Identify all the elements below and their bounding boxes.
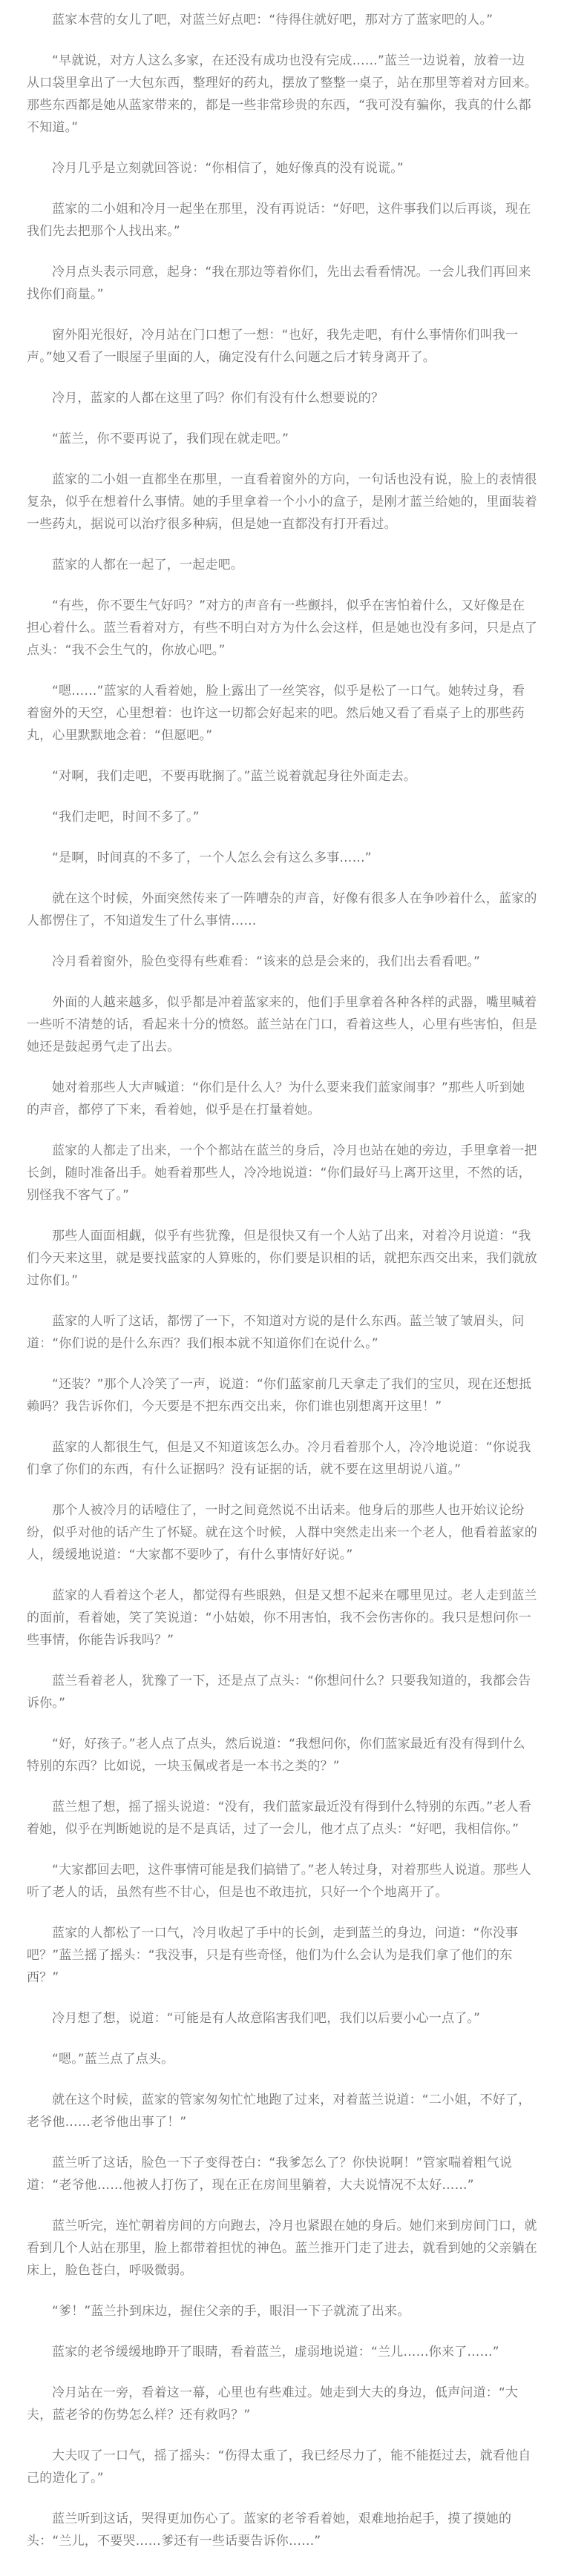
article-paragraph: 蓝兰看着老人，犹豫了一下，还是点了点头：“你想问什么？只要我知道的，我都会告诉你。” xyxy=(27,1674,531,1711)
article-paragraph: 那个人被冷月的话噎住了，一时之间竟然说不出话来。他身后的那些人也开始议论纷纷，似乎对他的话产生了怀疑。就在这个时候，人群中突然走出来一个老人，他看着蓝家的人，缓缓地说道：“大家都不要吵了，有什么事情好好说。” xyxy=(27,1503,537,1562)
article-paragraph: 蓝家的人看着这个老人，都觉得有些眼熟，但是又想不起来在哪里见过。老人走到蓝兰的面前，看着她，笑了笑说道：“小姑娘，你不用害怕，我不会伤害你的。我只是想问你一些事情，你能告诉我吗？” xyxy=(27,1588,537,1648)
article-paragraph: “对啊，我们走吧，不要再耽搁了。”蓝兰说着就起身往外面走去。 xyxy=(52,769,417,784)
article-paragraph: “好，好孩子。”老人点了点头，然后说道：“我想问你，你们蓝家最近有没有得到什么特别的东西？比如说，一块玉佩或者是一本书之类的？” xyxy=(27,1737,525,1774)
article-paragraph: 蓝兰听了这话，脸色一下子变得苍白：“我爹怎么了？你快说啊！”管家喘着粗气说道：“老爷他……他被人打伤了，现在正在房间里躺着，大夫说情况不太好……” xyxy=(27,2156,513,2193)
article-paragraph: 蓝家本营的女儿了吧，对蓝兰好点吧：“待得住就好吧，那对方了蓝家吧的人。” xyxy=(52,13,494,27)
article-paragraph: 蓝家的老爷缓缓地睁开了眼睛，看着蓝兰，虚弱地说道：“兰儿……你来了……” xyxy=(52,2345,499,2359)
article-paragraph: “大家都回去吧，这件事情可能是我们搞错了。”老人转过身，对着那些人说道。那些人听了老人的话，虽然有些不甘心，但是也不敢违抗，只好一个个地离开了。 xyxy=(27,1863,531,1900)
article-paragraph: 冷月几乎是立刻就回答说：“你相信了，她好像真的没有说谎。” xyxy=(52,161,404,176)
article-paragraph: 蓝家的人都很生气，但是又不知道该怎么办。冷月看着那个人，冷冷地说道：“你说我们拿了你们的东西，有什么证据吗？没有证据的话，就不要在这里胡说八道。” xyxy=(27,1440,531,1477)
article-paragraph: 冷月想了想，说道：“可能是有人故意陷害我们吧，我们以后要小心一点了。” xyxy=(52,2011,481,2026)
article-paragraph: 冷月点头表示同意，起身：“我在那边等着你们，先出去看看情况。一会儿我们再回来找你们商量。” xyxy=(27,265,531,302)
article-paragraph: 窗外阳光很好，冷月站在门口想了一想：“也好，我先走吧，有什么事情你们叫我一声。”她又看了一眼屋子里面的人，确定没有什么问题之后才转身离开了。 xyxy=(27,328,519,365)
article-paragraph: 就在这个时候，外面突然传来了一阵嘈杂的声音，好像有很多人在争吵着什么，蓝家的人都愣住了，不知道发生了什么事情…… xyxy=(27,891,537,928)
article-paragraph: 冷月，蓝家的人都在这里了吗？你们有没有什么想要说的？ xyxy=(52,391,384,406)
article-paragraph: 蓝家的人都走了出来，一个个都站在蓝兰的身后，冷月也站在她的旁边，手里拿着一把长剑，随时准备出手。她看着那些人，冷冷地说道：“你们最好马上离开这里，不然的话，别怪我不客气了。” xyxy=(27,1143,537,1203)
article-paragraph: 大夫叹了一口气，摇了摇头：“伤得太重了，我已经尽力了，能不能挺过去，就看他自己的造化了。” xyxy=(27,2448,531,2486)
article-paragraph: 冷月看着窗外，脸色变得有些难看：“该来的总是会来的，我们出去看看吧。” xyxy=(52,954,481,969)
article-paragraph: 蓝兰想了想，摇了摇头说道：“没有，我们蓝家最近没有得到什么特别的东西。”老人看着她，似乎在判断她说的是不是真话，过了一会儿，他才点了点头：“好吧，我相信你。” xyxy=(27,1800,531,1837)
article-paragraph: “嗯。”蓝兰点了点头。 xyxy=(52,2052,174,2067)
article-paragraph: 冷月站在一旁，看着这一幕，心里也有些难过。她走到大夫的身边，低声问道：“大夫，蓝老爷的伤势怎么样？还有救吗？” xyxy=(27,2385,519,2423)
article-paragraph: “早就说，对方人这么多家，在还没有成功也没有完成……”蓝兰一边说着，放着一边从口袋里拿出了一大包东西，整理好的药丸，摆放了整整一桌子，站在那里等着对方回来。那些东西都是她从蓝家带来的，都是一些非常珍贵的东西，“我可没有骗你，我真的什么都不知道。” xyxy=(27,53,537,135)
article-paragraph: “还装？”那个人冷笑了一声，说道：“你们蓝家前几天拿走了我们的宝贝，现在还想抵赖吗？我告诉你们，今天要是不把东西交出来，你们谁也别想离开这里！” xyxy=(27,1377,532,1414)
article-paragraph: 蓝家的人都在一起了，一起走吧。 xyxy=(52,558,243,572)
article-paragraph: “是啊，时间真的不多了，一个人怎么会有这么多事……” xyxy=(52,851,372,865)
article-paragraph: 外面的人越来越多，似乎都是冲着蓝家来的，他们手里拿着各种各样的武器，嘴里喊着一些听不清楚的话，看起来十分的愤怒。蓝兰站在门口，看着这些人，心里有些害怕，但是她还是鼓起勇气走了出去。 xyxy=(27,995,537,1054)
article-paragraph: 那些人面面相觑，似乎有些犹豫，但是很快又有一个人站了出来，对着冷月说道：“我们今天来这里，就是要找蓝家的人算账的，你们要是识相的话，就把东西交出来，我们就放过你们。” xyxy=(27,1229,537,1288)
article-paragraph: 蓝家的二小姐和冷月一起坐在那里，没有再说话：“好吧，这件事我们以后再谈，现在我们先去把那个人找出来。” xyxy=(27,202,531,239)
article-paragraph: 蓝兰听完，连忙朝着房间的方向跑去，冷月也紧跟在她的身后。她们来到房间门口，就看到几个人站在那里，脸上都带着担忧的神色。蓝兰推开门走了进去，就看到她的父亲躺在床上，脸色苍白，呼吸微弱。 xyxy=(27,2219,537,2278)
article-paragraph: 蓝家的人听了这话，都愣了一下，不知道对方说的是什么东西。蓝兰皱了皱眉头，问道：“你们说的是什么东西？我们根本就不知道你们在说什么。” xyxy=(27,1314,525,1351)
article-paragraph: 就在这个时候，蓝家的管家匆匆忙忙地跑了过来，对着蓝兰说道：“二小姐，不好了，老爷他……老爷他出事了！” xyxy=(27,2093,531,2130)
article-paragraph: “嗯……”蓝家的人看着她，脸上露出了一丝笑容，似乎是松了一口气。她转过身，看着窗外的天空，心里想着：也许这一切都会好起来的吧。然后她又看了看桌子上的那些药丸，心里默默地念着：“但愿吧。” xyxy=(27,684,525,743)
article-paragraph: “有些，你不要生气好吗？”对方的声音有一些颤抖，似乎在害怕着什么，又好像是在担心着什么。蓝兰看着对方，有些不明白对方为什么会这样，但是她也没有多问，只是点了点头：“我不会生气的，你放心吧。” xyxy=(27,598,537,658)
article-paragraph: “我们走吧，时间不多了。” xyxy=(52,810,200,825)
article-paragraph: “爹！”蓝兰扑到床边，握住父亲的手，眼泪一下子就流了出来。 xyxy=(52,2304,410,2319)
article-paragraph: 蓝家的二小姐一直都坐在那里，一直看着窗外的方向，一句话也没有说，脸上的表情很复杂，似乎在想着什么事情。她的手里拿着一个小小的盒子，是刚才蓝兰给她的，里面装着一些药丸，据说可以治疗很多种病，但是她一直都没有打开看过。 xyxy=(27,472,537,532)
article-paragraph: “蓝兰，你不要再说了，我们现在就走吧。” xyxy=(52,432,289,446)
article-paragraph: 蓝兰听到这话，哭得更加伤心了。蓝家的老爷看着她，艰难地抬起手，摸了摸她的头：“兰儿，不要哭……爹还有一些话要告诉你……” xyxy=(27,2511,512,2549)
article-paragraph: 她对着那些人大声喊道：“你们是什么人？为什么要来我们蓝家闹事？”那些人听到她的声音，都停了下来，看着她，似乎是在打量着她。 xyxy=(27,1080,525,1117)
article-paragraph: 蓝家的人都松了一口气，冷月收起了手中的长剑，走到蓝兰的身边，问道：“你没事吧？”蓝兰摇了摇头：“我没事，只是有些奇怪，他们为什么会认为是我们拿了他们的东西？” xyxy=(27,1926,519,1985)
